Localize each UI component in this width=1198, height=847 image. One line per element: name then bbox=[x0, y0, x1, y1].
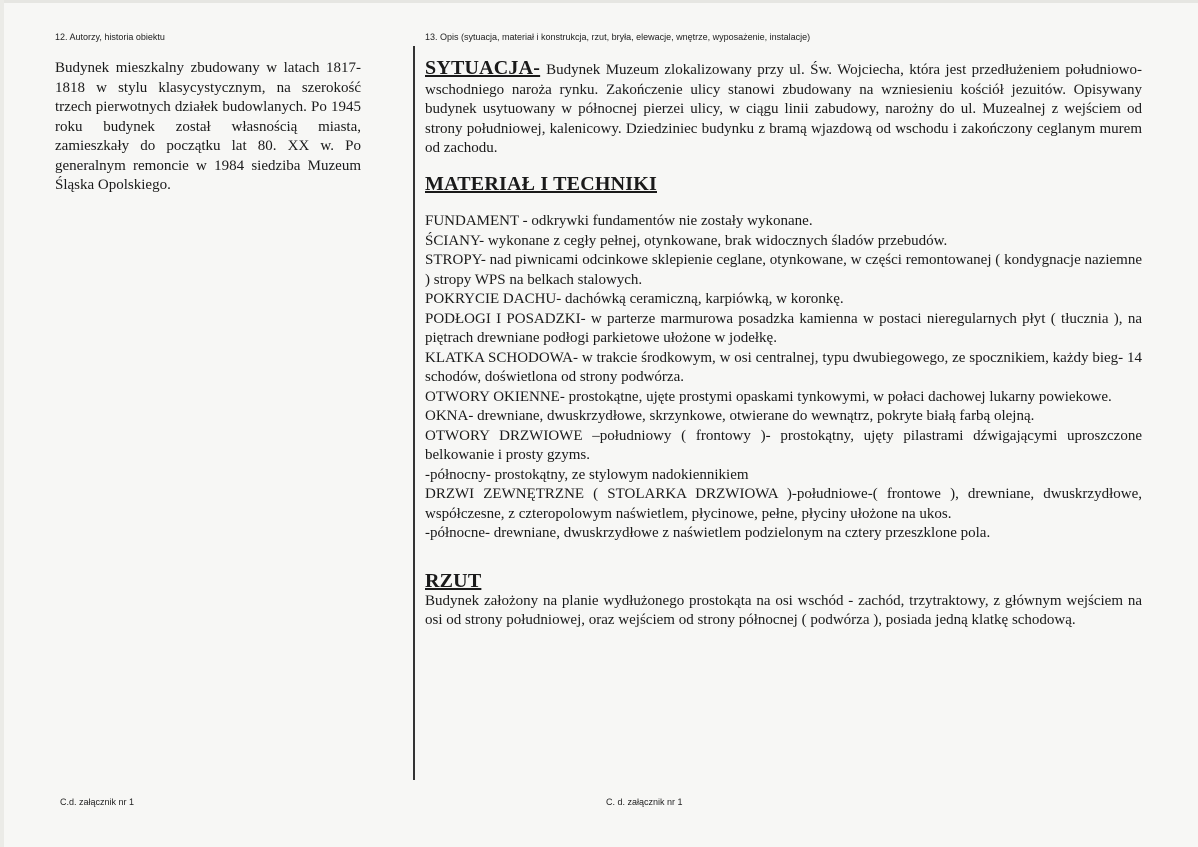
history-text: Budynek mieszkalny zbudowany w latach 1817-1818 w stylu klasycystycznym, na szerokość trzech pierwotnych działek budowlanych. Po 1945 roku budynek został własnością miasta, zamieszkały do początku lat 80. XX w. Po generalnym remoncie w 1984 siedziba Muzeum Śląska Opolskiego. bbox=[55, 60, 361, 193]
material-item: DRZWI ZEWNĘTRZNE ( STOLARKA DRZWIOWA )-południowe-( frontowe ), drewniane, dwuskrzydłowe, współczesne, z czteropolowym naświetlem, płycinowe, pełne, płyciny ułożone na ukos. bbox=[425, 486, 1142, 522]
material-item: OTWORY DRZWIOWE –południowy ( frontowy )- prostokątny, ujęty pilastrami dźwigającymi uproszczone belkowanie i prosty gzyms. bbox=[425, 427, 1142, 463]
material-list bbox=[425, 212, 1142, 544]
header-description: 13. Opis (sytuacja, materiał i konstrukcja, rzut, bryła, elewacje, wnętrze, wyposażenie, instalacje) bbox=[425, 32, 811, 42]
material-item: ŚCIANY- wykonane z cegły pełnej, otynkowane, brak widocznych śladów przebudów. bbox=[425, 232, 948, 249]
material-item: POKRYCIE DACHU- dachówką ceramiczną, karpiówką, w koronkę. bbox=[425, 291, 844, 307]
footer-attachment-right: C. d. załącznik nr 1 bbox=[606, 797, 683, 807]
rzut-heading: RZUT bbox=[425, 569, 482, 592]
material-item: STROPY- nad piwnicami odcinkowe sklepienie ceglane, otynkowane, w części remontowanej ( kondygnacje naziemne ) stropy WPS na belkach stalowych. bbox=[425, 252, 1142, 288]
description-column bbox=[425, 59, 1142, 631]
sytuacja-text: Budynek Muzeum zlokalizowany przy ul. Św. Wojciecha, która jest przedłużeniem południowo- wschodniego naroża rynku. Zakończenie ulicy stanowi zbudowany na wzniesieniu kościół jezuitów. Opisywany budynek usytuowany w północnej pierzei ulicy, w ciągu linii zabudowy, narożny do ul. Muzealnej z wejściem od strony południowej, kalenicowy. Dziedziniec budynku z bramą wjazdową od wschodu i zakończony ceglanym murem od zachodu. bbox=[425, 62, 1142, 156]
column-divider bbox=[413, 46, 415, 780]
footer-attachment-left: C.d. załącznik nr 1 bbox=[60, 797, 135, 807]
section-sytuacja bbox=[425, 59, 1142, 159]
material-item: FUNDAMENT - odkrywki fundamentów nie zostały wykonane. bbox=[425, 213, 813, 229]
material-heading: MATERIAŁ I TECHNIKI bbox=[425, 172, 657, 195]
page-edge-left bbox=[0, 0, 4, 847]
sytuacja-heading: SYTUACJA- bbox=[425, 57, 541, 79]
material-item: OKNA- drewniane, dwuskrzydłowe, skrzynkowe, otwierane do wewnątrz, pokryte białą farbą olejną. bbox=[425, 408, 1035, 424]
page-edge-top bbox=[0, 0, 1198, 3]
material-item: OTWORY OKIENNE- prostokątne, ujęte prostymi opaskami tynkowymi, w połaci dachowej lukarny powiekowe. bbox=[425, 388, 1112, 405]
material-item: KLATKA SCHODOWA- w trakcie środkowym, w osi centralnej, typu dwubiegowego, ze spocznikiem, każdy bieg- 14 schodów, doświetlona od strony podwórza. bbox=[425, 349, 1142, 385]
material-item: -północne- drewniane, dwuskrzydłowe z naświetlem podzielonym na cztery przeszklone pola. bbox=[425, 525, 991, 541]
history-column bbox=[55, 59, 361, 196]
material-item: -północny- prostokątny, ze stylowym nadokiennikiem bbox=[425, 466, 749, 483]
rzut-text: Budynek założony na planie wydłużonego prostokąta na osi wschód - zachód, trzytraktowy, z głównym wejściem na osi od strony południowej, oraz wejściem od strony północnej ( podwórza ), posiada jedną klatkę schodową. bbox=[425, 592, 1142, 628]
header-authors-history: 12. Autorzy, historia obiektu bbox=[55, 32, 165, 42]
material-item: PODŁOGI I POSADZKI- w parterze marmurowa posadzka kamienna w postaci nieregularnych płyt ( tłucznia ), na piętrach drewniane podłogi parkietowe ułożone w jodełkę. bbox=[425, 310, 1142, 346]
